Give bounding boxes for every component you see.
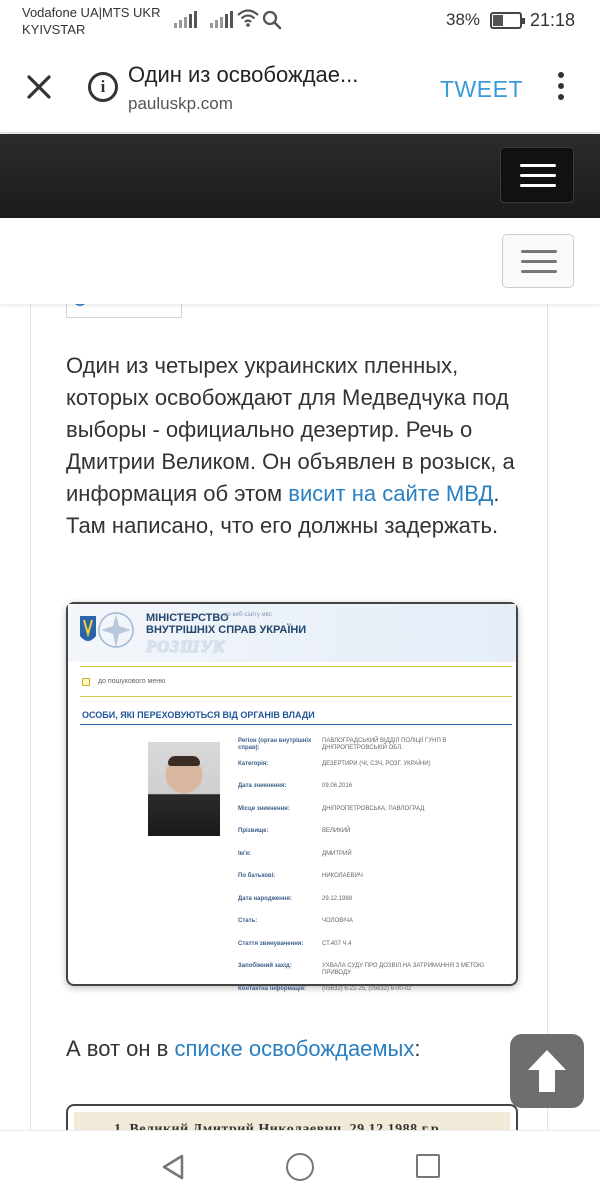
record-row: [238, 918, 508, 941]
site-header: [0, 134, 600, 218]
search-icon: [262, 10, 282, 30]
record-key: Дата народження:: [238, 895, 292, 902]
record-row: [238, 986, 508, 1009]
info-icon[interactable]: i: [88, 72, 118, 102]
ministry-line-2: ВНУТРІШНІХ СПРАВ УКРАЇНИ: [146, 624, 307, 636]
record-value: ВЕЛИКИЙ: [322, 828, 351, 834]
record-key: Прізвище:: [238, 828, 269, 834]
record-value: ЧОЛОВІЧА: [322, 918, 353, 924]
record-key: По батькові:: [238, 873, 276, 879]
record-value: УХВАЛА СУДУ ПРО ДОЗВІЛ НА ЗАТРИМАННЯ З МЕТОЮ ПРИВОДУ: [322, 963, 485, 976]
ministry-line-1: МІНІСТЕРСТВО: [146, 612, 229, 624]
record-key: Стаття звинувачення:: [238, 940, 304, 947]
article-paragraph-2: [66, 1036, 420, 1062]
arrow-up-icon: [510, 1034, 584, 1108]
divider: [80, 666, 512, 667]
clock: 21:18: [530, 10, 576, 30]
wifi-icon: [236, 8, 260, 28]
paragraph-tail: . Там написано, что его должны задержать.: [66, 481, 500, 538]
ministry-screenshot: [66, 602, 518, 992]
record-key: Категорія:: [238, 760, 269, 767]
record-value: 09.06.2016: [322, 783, 353, 789]
record-value: ПАВЛОГРАДСЬКИЙ ВІДДІЛ ПОЛІЦІЇ ГУНП В ДНІПРОПЕТРОВСЬКІЙ ОБЛ.: [322, 738, 447, 751]
record-value: СТ.407 Ч.4: [322, 940, 352, 947]
status-bar: [0, 0, 600, 44]
sub-navigation: [0, 218, 600, 304]
battery-icon: [490, 12, 522, 29]
crumb-icon: [82, 678, 90, 686]
system-nav-bar: [0, 1130, 600, 1200]
record-key: Контактна інформація:: [238, 985, 307, 992]
paragraph-text: Один из четырех украинских пленных, которых освобождают для Медведчука под выборы - официально дезертир. Речь о Дмитрии Великом. Он объявлен в розыск, а информация об этом: [66, 353, 515, 506]
recents-icon[interactable]: [416, 1154, 440, 1178]
record-row: [238, 828, 508, 851]
paragraph-text: А вот он в: [66, 1036, 175, 1061]
emblem-icon: [74, 608, 134, 658]
signal-icon: [210, 10, 233, 28]
header-small-text: до веб-сайту мвс: [224, 612, 272, 618]
menu-icon[interactable]: [502, 234, 574, 288]
carrier-line-2: KYIVSTAR: [22, 22, 86, 37]
record-value: ДМИТРИЙ: [322, 850, 352, 857]
divider: [80, 696, 512, 697]
carrier-line-1: Vodafone UA|MTS UKR: [22, 5, 161, 20]
paragraph-tail: :: [414, 1036, 421, 1061]
record-key: Місце зникнення:: [238, 805, 290, 812]
page-url: pauluskp.com: [128, 94, 233, 113]
carrier-label: [22, 4, 161, 38]
custom-tab-bar: [0, 44, 600, 132]
record-row: [238, 806, 508, 829]
close-icon[interactable]: [24, 72, 54, 102]
divider: [80, 724, 512, 725]
record-row: [238, 941, 508, 964]
record-key: Регіон (орган внутрішніх справ):: [238, 738, 312, 751]
record-key: Дата зникнення:: [238, 783, 287, 789]
battery-fill: [493, 15, 503, 26]
menu-icon[interactable]: [500, 147, 574, 203]
release-list-link[interactable]: списке освобождаемых: [174, 1036, 415, 1061]
record-value: 29.12.1988: [322, 895, 353, 902]
record-key: Ім'я:: [238, 850, 252, 857]
record-key: Стать:: [238, 918, 258, 924]
record-table: [238, 738, 508, 1008]
signal-icon: [174, 10, 197, 28]
record-value: НИКОЛАЕВИЧ: [322, 873, 363, 879]
tweet-button[interactable]: TWEET: [440, 76, 523, 102]
record-row: [238, 851, 508, 874]
scroll-top-button[interactable]: [510, 1034, 584, 1108]
record-row: [238, 963, 508, 986]
home-icon[interactable]: [286, 1153, 314, 1181]
record-row: [238, 873, 508, 896]
record-row: [238, 761, 508, 784]
record-value: ДНІПРОПЕТРОВСЬКА, ПАВЛОГРАД: [322, 805, 425, 812]
ministry-header: [68, 604, 516, 662]
record-value: (05632) 6-22-25, (05632) 6-00-02: [322, 985, 412, 992]
record-row: [238, 783, 508, 806]
battery-percent: 38%: [446, 10, 481, 29]
section-title: ОСОБИ, ЯКІ ПЕРЕХОВУЮТЬСЯ ВІД ОРГАНІВ ВЛАДИ: [82, 710, 315, 720]
article-paragraph: [66, 350, 536, 542]
page-title: Один из освобождае...: [128, 62, 359, 87]
suspect-photo: [148, 742, 220, 836]
mvd-link[interactable]: висит на сайте МВД: [288, 481, 494, 506]
more-icon[interactable]: [556, 72, 566, 106]
banner-text: РОЗШУК: [146, 637, 226, 656]
record-row: [238, 896, 508, 919]
record-row: [238, 738, 508, 761]
crumb-text: до пошукового меню: [98, 678, 166, 685]
record-key: Запобіжний захід:: [238, 963, 292, 969]
record-value: ДЕЗЕРТИРИ (ЧІ, СЗЧ, РОЗГ. УКРАЇНИ): [322, 760, 431, 767]
back-icon[interactable]: [160, 1153, 186, 1181]
